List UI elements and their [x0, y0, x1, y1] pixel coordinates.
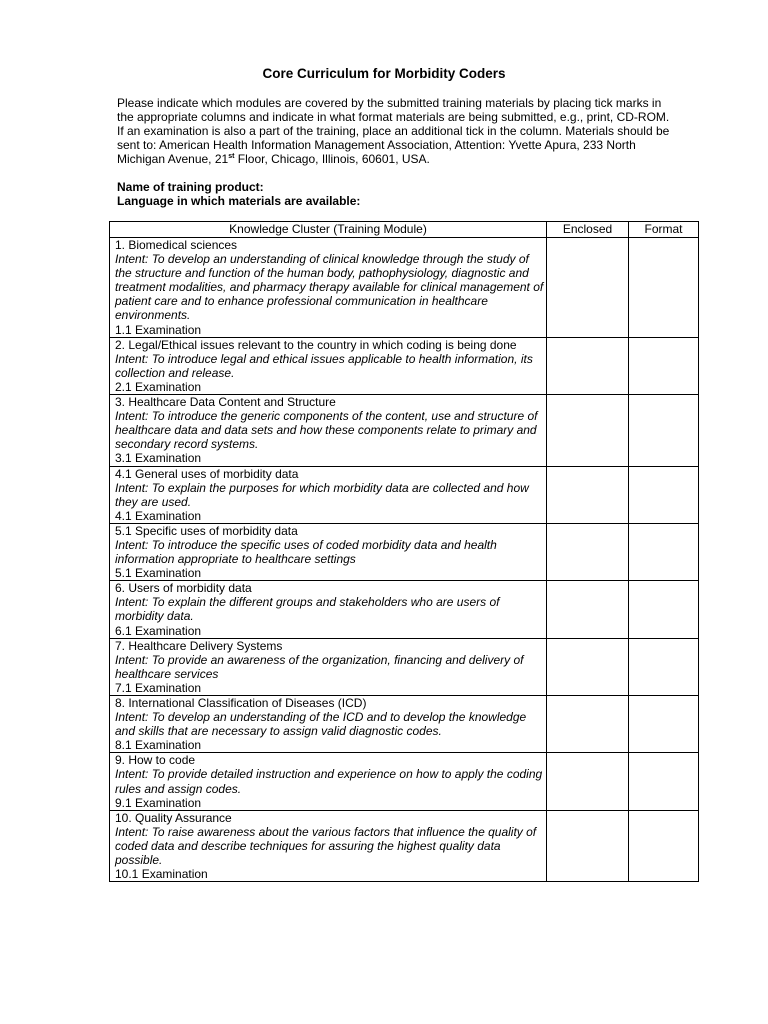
module-examination: 2.1 Examination — [115, 379, 202, 394]
module-title: 4.1 General uses of morbidity data — [115, 466, 299, 481]
module-examination: 5.1 Examination — [115, 566, 202, 581]
format-cell[interactable] — [629, 696, 699, 753]
module-examination: 6.1 Examination — [115, 623, 202, 638]
module-examination: 9.1 Examination — [115, 795, 202, 810]
module-title: 8. International Classification of Diseases (ICD) — [115, 696, 367, 710]
training-product-label: Name of training product: — [117, 180, 264, 194]
module-cell — [110, 581, 547, 638]
header-knowledge-cluster: Knowledge Cluster (Training Module) — [110, 222, 547, 238]
module-cell — [110, 466, 547, 523]
enclosed-tick-cell[interactable] — [547, 337, 629, 394]
module-cell — [110, 395, 547, 466]
enclosed-tick-cell[interactable] — [547, 638, 629, 695]
module-cell — [110, 523, 547, 580]
table-row — [110, 581, 699, 638]
format-cell[interactable] — [629, 523, 699, 580]
module-examination: 1.1 Examination — [115, 322, 202, 337]
module-examination: 7.1 Examination — [115, 680, 202, 695]
module-intent: Intent: To develop an understanding of clinical knowledge through the study of the structure and function of the human body, pathophysiology, diagnostic and treatment modalities, and pharmacy therapy available for clinical management of patient care and to enhance professional communication in healthcare environments. — [115, 252, 544, 323]
format-cell[interactable] — [629, 753, 699, 810]
module-title: 5.1 Specific uses of morbidity data — [115, 523, 298, 538]
module-cell — [110, 238, 547, 338]
table-row — [110, 337, 699, 394]
module-title: 3. Healthcare Data Content and Structure — [115, 395, 336, 410]
module-intent: Intent: To provide an awareness of the organization, financing and delivery of healthcare services — [115, 652, 524, 681]
header-format: Format — [629, 222, 699, 238]
module-cell — [110, 810, 547, 881]
curriculum-table — [109, 221, 699, 882]
table-row — [110, 638, 699, 695]
table-row — [110, 810, 699, 881]
ordinal-superscript: st — [228, 153, 235, 160]
module-title: 7. Healthcare Delivery Systems — [115, 638, 283, 653]
module-intent: Intent: To explain the different groups and stakeholders who are users of morbidity data. — [115, 595, 500, 624]
instructions-text-end: Floor, Chicago, Illinois, 60601, USA. — [234, 152, 430, 166]
format-cell[interactable] — [629, 581, 699, 638]
module-intent: Intent: To introduce the specific uses of coded morbidity data and health information appropriate to healthcare settings — [115, 537, 497, 567]
enclosed-tick-cell[interactable] — [547, 581, 629, 638]
module-examination: 4.1 Examination — [115, 508, 202, 523]
module-cell — [110, 753, 547, 810]
module-title: 9. How to code — [115, 753, 196, 768]
table-header-row — [110, 222, 699, 238]
enclosed-tick-cell[interactable] — [547, 753, 629, 810]
enclosed-tick-cell[interactable] — [547, 466, 629, 523]
module-cell — [110, 696, 547, 753]
module-title: 6. Users of morbidity data — [115, 581, 252, 596]
enclosed-tick-cell[interactable] — [547, 523, 629, 580]
instructions-paragraph — [117, 96, 677, 166]
module-intent: Intent: To raise awareness about the various factors that influence the quality of coded data and describe techniques for assuring the highest quality data possible. — [115, 824, 537, 868]
enclosed-tick-cell[interactable] — [547, 395, 629, 466]
product-labels — [117, 180, 360, 208]
module-intent: Intent: To introduce legal and ethical issues applicable to health information, its collection and release. — [115, 351, 533, 380]
table-row — [110, 395, 699, 466]
instructions-text: Please indicate which modules are covered by the submitted training materials by placing tick marks in the appropriate columns and indicate in what format materials are being submitted, e.g., print, CD-ROM. If an examination is also a part of the training, place an additional tick in the column. Materials should be sent to: American Health Information Management Association, Attention: Yvette Apura, 233 North Michigan Avenue, 21 — [117, 96, 670, 166]
table-row — [110, 238, 699, 338]
module-intent: Intent: To introduce the generic components of the content, use and structure of healthcare data and data sets and how these components relate to primary and secondary record systems. — [115, 409, 538, 452]
format-cell[interactable] — [629, 395, 699, 466]
table-row — [110, 753, 699, 810]
module-examination: 10.1 Examination — [115, 867, 208, 882]
enclosed-tick-cell[interactable] — [547, 238, 629, 338]
module-examination: 3.1 Examination — [115, 451, 202, 466]
format-cell[interactable] — [629, 466, 699, 523]
table-row — [110, 523, 699, 580]
table-row — [110, 466, 699, 523]
page-title: Core Curriculum for Morbidity Coders — [262, 66, 506, 81]
format-cell[interactable] — [629, 238, 699, 338]
enclosed-tick-cell[interactable] — [547, 696, 629, 753]
table-row — [110, 696, 699, 753]
format-cell[interactable] — [629, 638, 699, 695]
enclosed-tick-cell[interactable] — [547, 810, 629, 881]
module-cell — [110, 638, 547, 695]
module-intent: Intent: To explain the purposes for which morbidity data are collected and how they are used. — [115, 480, 529, 509]
module-cell — [110, 337, 547, 394]
format-cell[interactable] — [629, 337, 699, 394]
module-intent: Intent: To provide detailed instruction and experience on how to apply the coding rules and assign codes. — [115, 767, 543, 796]
module-title: 2. Legal/Ethical issues relevant to the country in which coding is being done — [115, 337, 517, 352]
module-intent: Intent: To develop an understanding of the ICD and to develop the knowledge and skills that are necessary to assign valid diagnostic codes. — [115, 710, 527, 739]
header-enclosed: Enclosed — [547, 222, 629, 238]
module-title: 10. Quality Assurance — [115, 810, 232, 825]
language-label: Language in which materials are available: — [117, 194, 361, 208]
module-examination: 8.1 Examination — [115, 738, 202, 753]
format-cell[interactable] — [629, 810, 699, 881]
module-title: 1. Biomedical sciences — [115, 238, 238, 252]
